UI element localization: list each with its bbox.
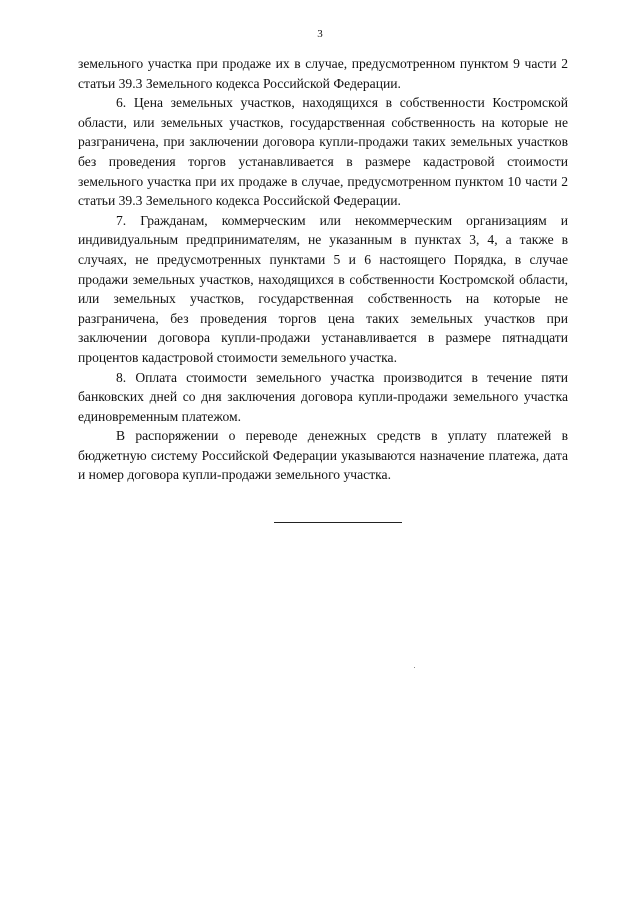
paragraph-payment-order: В распоряжении о переводе денежных средств в уплату платежей в бюджетную систему Российской Федерации указываются назначение платежа, дата и номер договора купли-продажи земельного участка. (78, 428, 568, 483)
document-body (78, 54, 568, 485)
end-of-document-rule (274, 522, 402, 523)
paragraph-6: 6. Цена земельных участков, находящихся в собственности Костромской области, или земельных участков, государственная собственность на которые не разграничена, при заключении договора купли-продажи таких земельных участков без проведения торгов устанавливается в размере кадастровой стоимости земельного участка при их продаже в случае, предусмотренном пунктом 10 части 2 статьи 39.3 Земельного кодекса Российской Федерации. (78, 95, 568, 209)
scan-speck (414, 667, 415, 668)
page-number: 3 (317, 28, 323, 40)
paragraph-continuation: земельного участка при продаже их в случае, предусмотренном пунктом 9 части 2 статьи 39.3 Земельного кодекса Российской Федерации. (78, 56, 568, 91)
paragraph-7: 7. Гражданам, коммерческим или некоммерческим организациям и индивидуальным предпринимателям, не указанным в пунктах 3, 4, а также в случаях, не предусмотренных пунктами 5 и 6 настоящего Порядка, в случае продажи земельных участков, находящихся в собственности Костромской области, или земельных участков, государственная собственность на которые не разграничена, без проведения торгов цена таких земельных участков при заключении договора купли-продажи устанавливается в размере пятнадцати процентов кадастровой стоимости земельного участка. (78, 212, 568, 365)
paragraph-8: 8. Оплата стоимости земельного участка производится в течение пяти банковских дней со дня заключения договора купли-продажи земельного участка единовременным платежом. (78, 369, 568, 424)
